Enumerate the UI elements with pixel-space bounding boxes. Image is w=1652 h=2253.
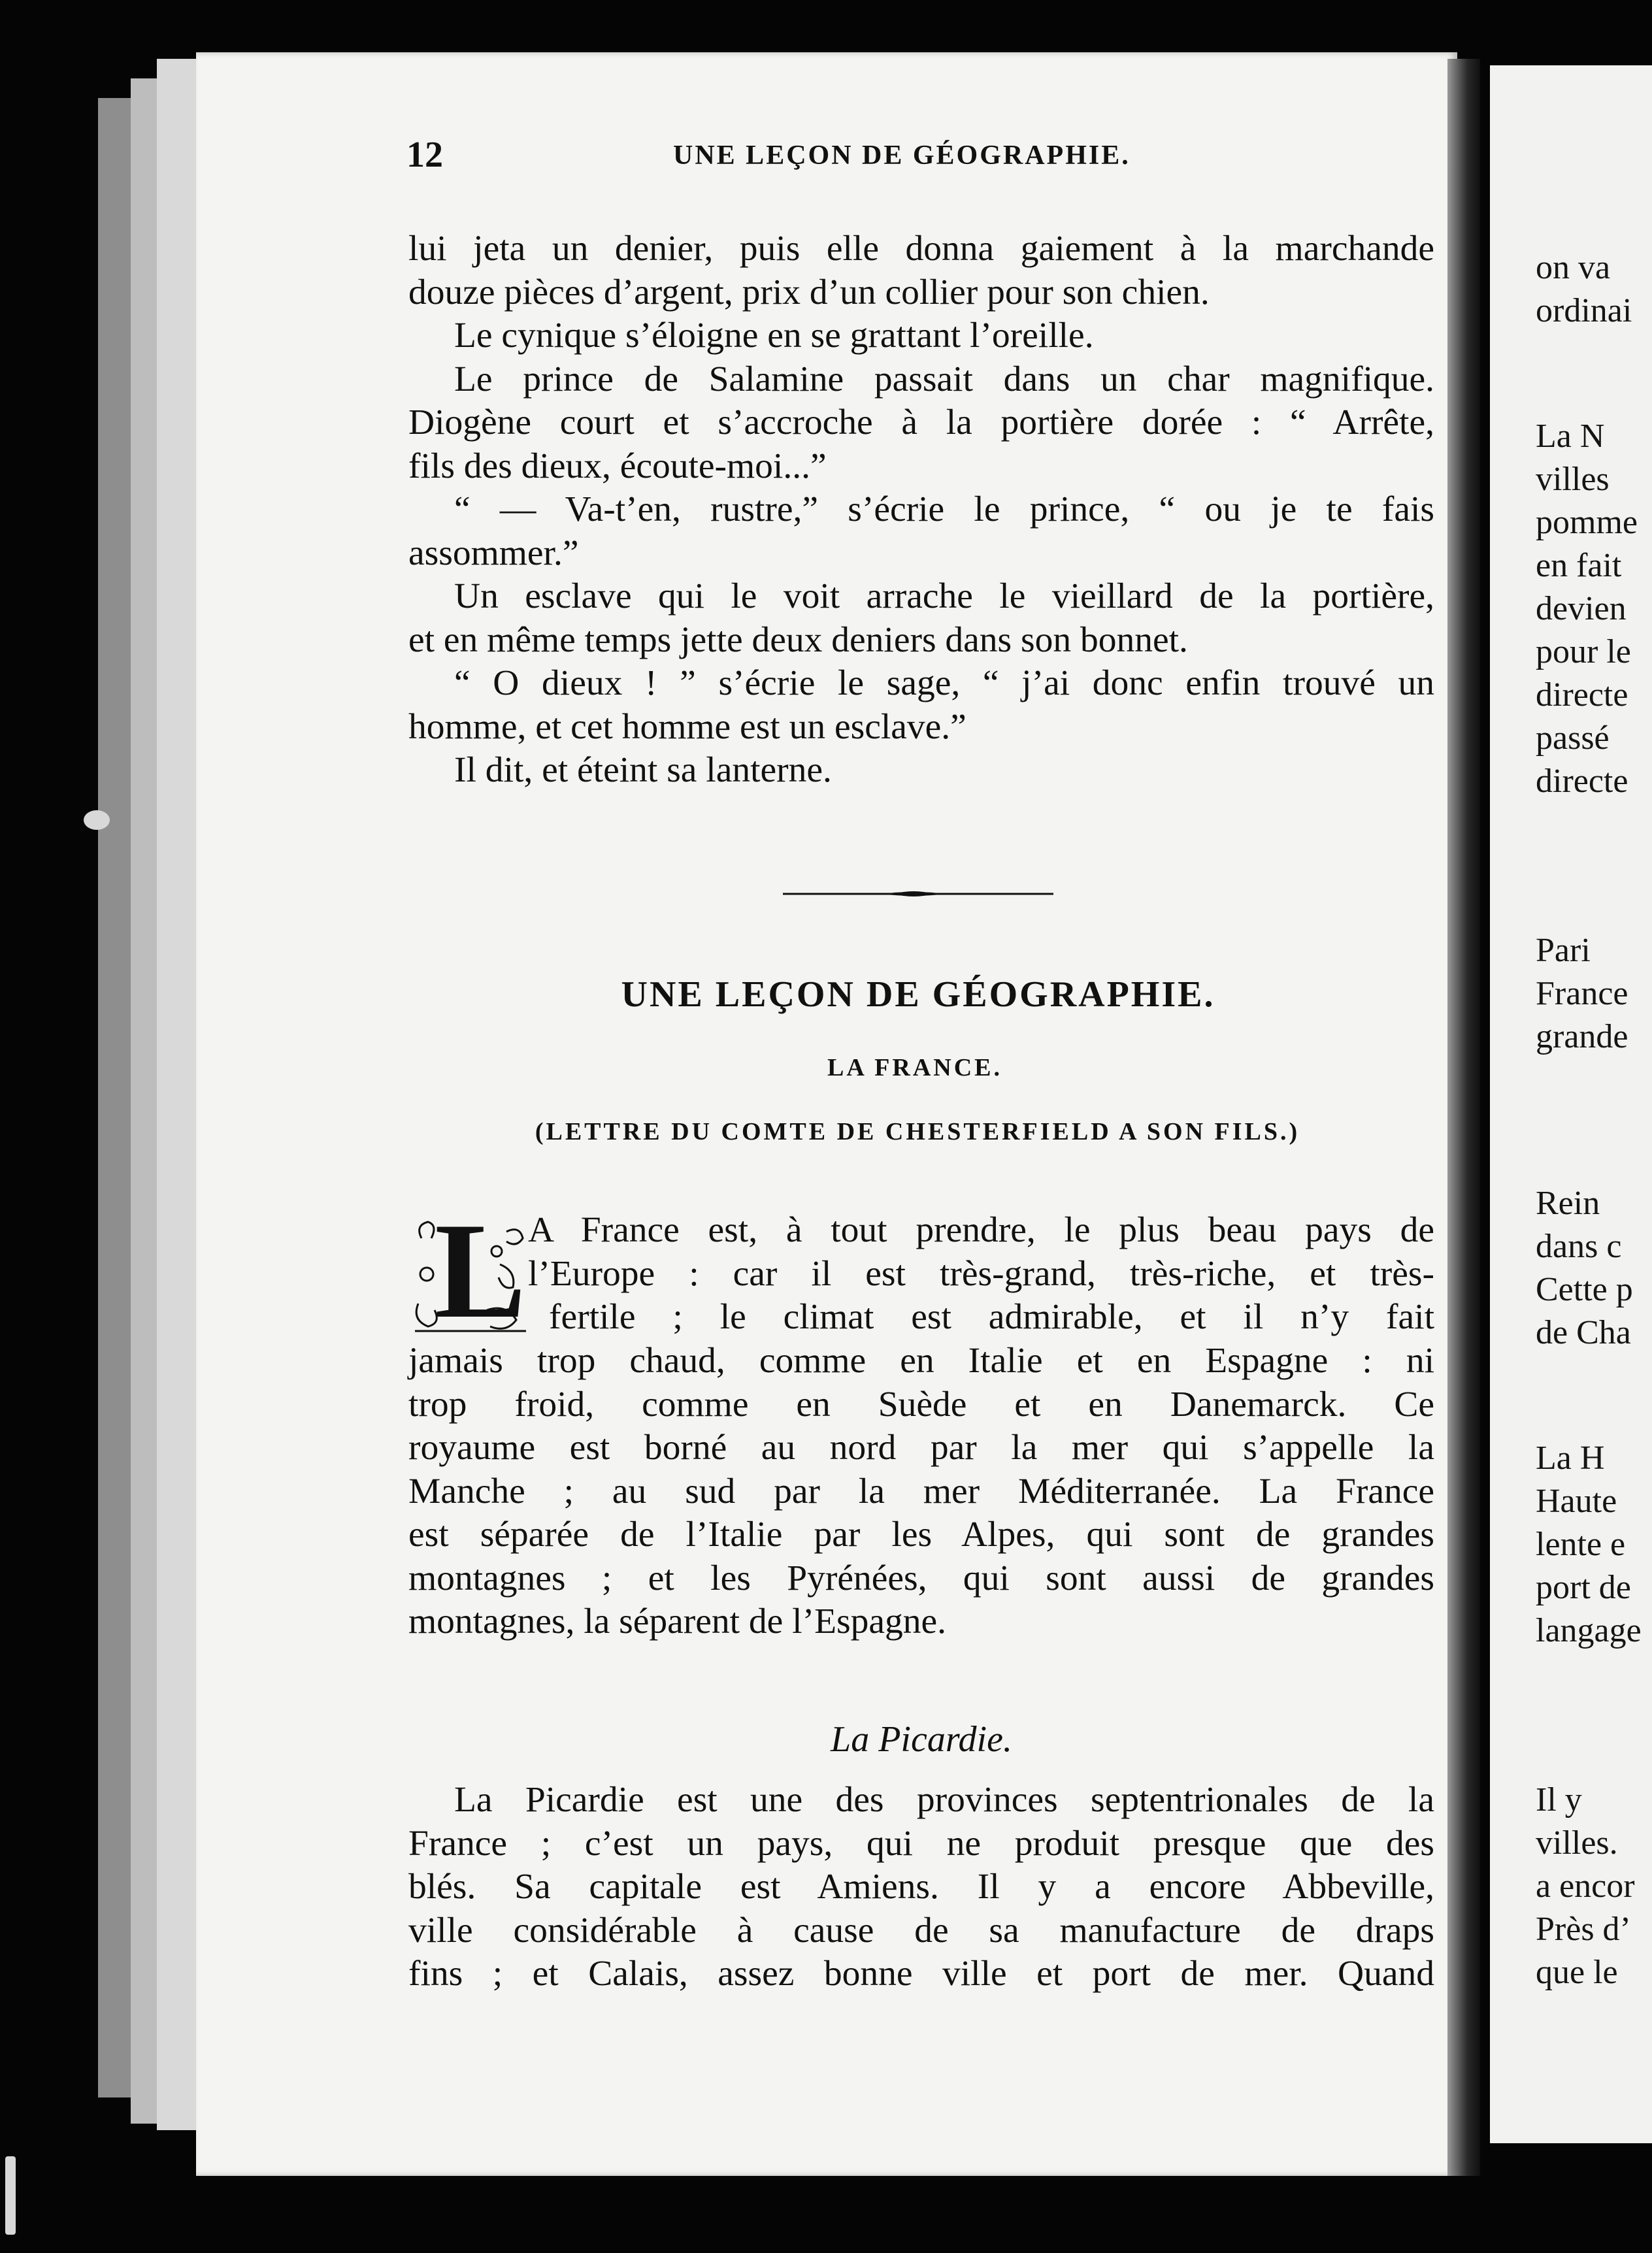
facing-line: villes xyxy=(1536,461,1610,498)
facing-line: en fait xyxy=(1536,547,1622,584)
page-number: 12 xyxy=(406,135,443,175)
facing-line: a encor xyxy=(1536,1867,1635,1905)
body-text-block xyxy=(408,1340,1434,1644)
facing-line: devien xyxy=(1536,590,1627,627)
facing-line: on va xyxy=(1536,249,1611,286)
text-line: La Picardie est une des provinces septentrionales de la xyxy=(454,1780,1434,1820)
text-line: douze pièces d’argent, prix d’un collier pour son chien. xyxy=(408,272,1210,312)
text-line: et en même temps jette deux deniers dans son bonnet. xyxy=(408,619,1188,660)
facing-line: Cette p xyxy=(1536,1271,1633,1308)
text-line: “ O dieux ! ” s’écrie le sage, “ j’ai donc enfin trouvé un xyxy=(454,663,1434,703)
text-line: est séparée de l’Italie par les Alpes, qui sont de grandes xyxy=(408,1515,1434,1554)
facing-line: dans c xyxy=(1536,1228,1622,1265)
facing-line: pour le xyxy=(1536,633,1631,670)
facing-line: Près d’ xyxy=(1536,1911,1631,1948)
facing-line: que le xyxy=(1536,1954,1618,1991)
facing-line: directe xyxy=(1536,676,1628,714)
text-line: A France est, à tout prendre, le plus beau pays de xyxy=(528,1210,1434,1250)
scan-speck xyxy=(5,2156,16,2235)
scan-speck xyxy=(84,810,110,830)
text-line: ville considérable à cause de sa manufacture de draps xyxy=(408,1910,1434,1950)
text-line: fins ; et Calais, assez bonne ville et port de mer. Quand xyxy=(408,1954,1434,1994)
facing-line: lente e xyxy=(1536,1526,1626,1563)
text-line: montagnes, la séparent de l’Espagne. xyxy=(408,1602,946,1641)
text-line: blés. Sa capitale est Amiens. Il y a encore Abbeville, xyxy=(408,1867,1434,1907)
text-line: fertile ; le climat est admirable, et il n’y fait xyxy=(549,1297,1434,1337)
facing-line: Pari xyxy=(1536,932,1591,969)
facing-line: de Cha xyxy=(1536,1314,1631,1351)
dropcap-letter: L xyxy=(435,1195,527,1347)
article-title: UNE LEÇON DE GÉOGRAPHIE. xyxy=(621,974,1215,1015)
text-line: lui jeta un denier, puis elle donna gaiement à la marchande xyxy=(408,229,1434,269)
facing-line: France xyxy=(1536,975,1628,1012)
text-line: France ; c’est un pays, qui ne produit presque que des xyxy=(408,1823,1434,1864)
facing-line: ordinai xyxy=(1536,292,1632,329)
facing-line: villes. xyxy=(1536,1824,1618,1862)
text-line: Le cynique s’éloigne en se grattant l’oreille. xyxy=(454,316,1094,355)
text-line: jamais trop chaud, comme en Italie et en Espagne : ni xyxy=(408,1341,1434,1381)
text-line: Un esclave qui le voit arrache le vieillard de la portière, xyxy=(454,576,1434,616)
facing-line: Haute xyxy=(1536,1483,1617,1520)
article-subtitle: LA FRANCE. xyxy=(827,1054,1003,1081)
text-line: fils des dieux, écoute-moi...” xyxy=(408,446,827,486)
decorated-initial xyxy=(408,1195,529,1347)
facing-line: La H xyxy=(1536,1439,1605,1477)
running-title: UNE LEÇON DE GÉOGRAPHIE. xyxy=(673,140,1131,171)
facing-page xyxy=(1490,65,1652,2143)
facing-line: passé xyxy=(1536,719,1610,757)
text-line: “ — Va-t’en, rustre,” s’écrie le prince, “ ou je te fais xyxy=(454,489,1434,529)
facing-line: La N xyxy=(1536,418,1605,455)
text-line: montagnes ; et les Pyrénées, qui sont aussi de grandes xyxy=(408,1558,1434,1598)
ornamental-divider xyxy=(783,887,1053,900)
text-line: l’Europe : car il est très-grand, très-riche, et très- xyxy=(528,1253,1434,1294)
letter-attribution: (LETTRE DU COMTE DE CHESTERFIELD A SON FILS.) xyxy=(535,1118,1300,1145)
text-line: homme, et cet homme est un esclave.” xyxy=(408,706,966,747)
section-title: La Picardie. xyxy=(831,1719,1012,1760)
top-text-block xyxy=(408,227,1434,793)
text-line: Le prince de Salamine passait dans un char magnifique. xyxy=(454,359,1434,399)
text-line: trop froid, comme en Suède et en Danemarck. Ce xyxy=(408,1384,1434,1424)
text-line: Il dit, et éteint sa lanterne. xyxy=(454,750,832,790)
facing-line: Il y xyxy=(1536,1781,1582,1818)
section-text-block xyxy=(408,1779,1434,1996)
facing-line: directe xyxy=(1536,763,1628,800)
text-line: assommer.” xyxy=(408,533,579,573)
text-line: royaume est borné au nord par la mer qui s’appelle la xyxy=(408,1428,1434,1468)
text-line: Diogène court et s’accroche à la portière dorée : “ Arrête, xyxy=(408,403,1434,442)
facing-line: Rein xyxy=(1536,1185,1600,1222)
intro-text-block xyxy=(528,1209,1434,1340)
facing-line: langage xyxy=(1536,1612,1642,1649)
facing-line: grande xyxy=(1536,1018,1628,1055)
facing-line: pomme xyxy=(1536,504,1638,541)
facing-line: port de xyxy=(1536,1569,1631,1606)
text-line: Manche ; au sud par la mer Méditerranée. La France xyxy=(408,1471,1434,1511)
